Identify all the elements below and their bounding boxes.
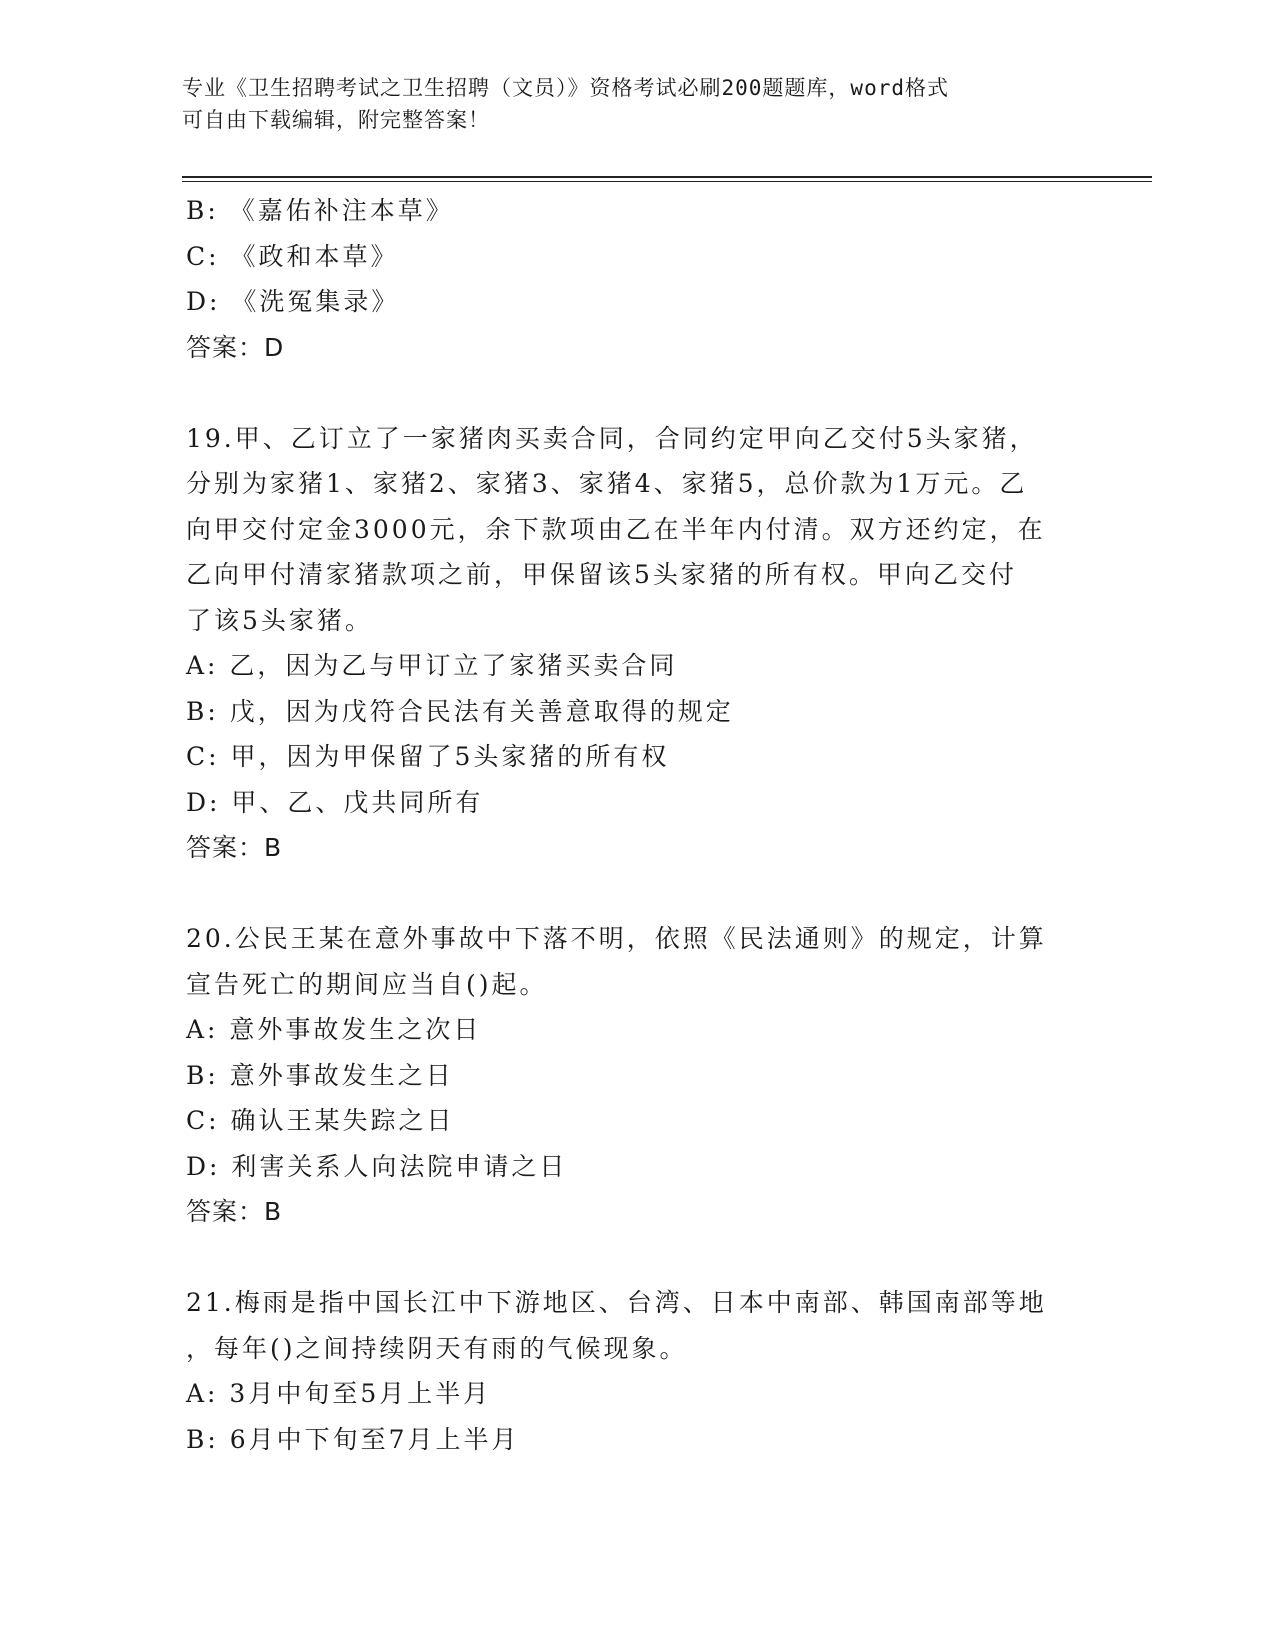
option-d: D: 甲、乙、戊共同所有 [186, 787, 484, 817]
option-b: B: 6月中下旬至7月上半月 [186, 1424, 520, 1454]
question-stem-line: 乙向甲付清家猪款项之前，甲保留该5头家猪的所有权。甲向乙交付 [186, 560, 1017, 589]
spacer [186, 871, 1086, 917]
question-stem-line: 宣告死亡的期间应当自()起。 [186, 969, 548, 999]
option-a: A: 意外事故发生之次日 [186, 1015, 482, 1044]
question-stem-line: 19.甲、乙订立了一家猪肉买卖合同，合同约定甲向乙交付5头家猪， [186, 423, 1038, 453]
answer: 答案：B [186, 833, 283, 862]
question-stem-line: 20.公民王某在意外事故中下落不明，依照《民法通则》的规定，计算 [186, 924, 1047, 953]
option-a: A: 乙，因为乙与甲订立了家猪买卖合同 [186, 651, 678, 680]
header-line-1: 专业《卫生招聘考试之卫生招聘（文员）》资格考试必刷200题题库，word格式 [182, 76, 949, 100]
option-d: D: 利害关系人向法院申请之日 [186, 1151, 568, 1181]
question-20 [186, 916, 1086, 1235]
header-rule-thin [182, 181, 1152, 182]
header-line-2: 可自由下载编辑，附完整答案！ [182, 108, 490, 132]
answer: 答案：B [186, 1197, 283, 1226]
question-stem-line: 21.梅雨是指中国长江中下游地区、台湾、日本中南部、韩国南部等地 [186, 1288, 1047, 1317]
question-19 [186, 416, 1086, 871]
option-b: B: 《嘉佑补注本草》 [186, 196, 454, 225]
previous-question-tail [186, 188, 1086, 370]
spacer [186, 370, 1086, 416]
option-a: A: 3月中旬至5月上半月 [186, 1379, 492, 1408]
question-stem-line: ，每年()之间持续阴天有雨的气候现象。 [186, 1333, 688, 1363]
option-c: C: 《政和本草》 [186, 241, 399, 271]
question-stem-line: 了该5头家猪。 [186, 605, 373, 635]
answer: 答案：D [186, 332, 285, 362]
question-content [186, 188, 1086, 1462]
spacer [186, 1235, 1086, 1281]
question-stem-line: 向甲交付定金3000元，余下款项由乙在半年内付清。双方还约定，在 [186, 514, 1046, 544]
option-c: C: 甲，因为甲保留了5头家猪的所有权 [186, 742, 670, 771]
option-d: D: 《洗冤集录》 [186, 287, 400, 316]
header-rule-thick [182, 176, 1152, 178]
option-c: C: 确认王某失踪之日 [186, 1106, 455, 1135]
document-header [182, 72, 1082, 136]
option-b: B: 戊，因为戊符合民法有关善意取得的规定 [186, 696, 734, 726]
question-21 [186, 1280, 1086, 1462]
option-b: B: 意外事故发生之日 [186, 1060, 454, 1090]
question-stem-line: 分别为家猪1、家猪2、家猪3、家猪4、家猪5，总价款为1万元。乙 [186, 469, 1028, 498]
